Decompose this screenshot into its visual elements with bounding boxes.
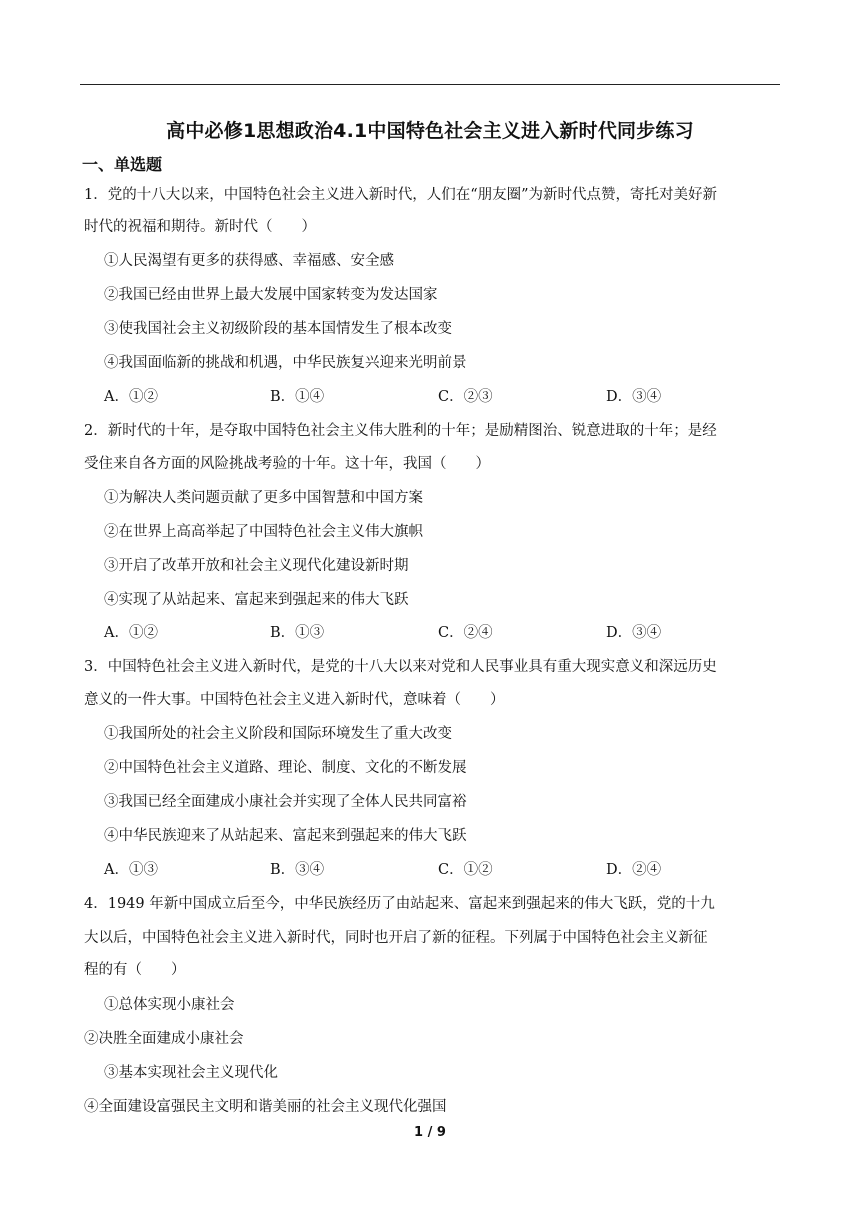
question-2-choice-c[interactable]: C．②④ xyxy=(438,625,493,641)
question-1-stem-line-1: 1．党的十八大以来，中国特色社会主义进入新时代，人们在“朋友圈”为新时代点赞，寄托对美好新 xyxy=(84,187,718,203)
section-heading: 一、单选题 xyxy=(82,155,163,174)
question-3-choice-c[interactable]: C．①② xyxy=(438,862,493,878)
question-3-stem-line-2: 意义的一件大事。中国特色社会主义进入新时代，意味着（ ） xyxy=(84,692,505,708)
question-4-stem-line-1: 4．1949 年新中国成立后至今，中华民族经历了由站起来、富起来到强起来的伟大飞跃，党的十九 xyxy=(84,896,715,912)
question-4-stem-line-2: 大以后，中国特色社会主义进入新时代，同时也开启了新的征程。下列属于中国特色社会主义新征 xyxy=(84,930,708,946)
question-2-stem-line-1: 2．新时代的十年，是夺取中国特色社会主义伟大胜利的十年；是励精图治、锐意进取的十年；是经 xyxy=(84,423,717,439)
question-1-statement-1: ①人民渴望有更多的获得感、幸福感、安全感 xyxy=(104,253,394,269)
question-3-choice-d[interactable]: D．②④ xyxy=(606,862,662,878)
question-2-statement-1: ①为解决人类问题贡献了更多中国智慧和中国方案 xyxy=(104,490,423,506)
question-1-choice-a[interactable]: A．①② xyxy=(104,389,158,405)
question-1-statement-4: ④我国面临新的挑战和机遇，中华民族复兴迎来光明前景 xyxy=(104,355,467,371)
question-1-statement-3: ③使我国社会主义初级阶段的基本国情发生了根本改变 xyxy=(104,321,452,337)
question-3-stem-line-1: 3．中国特色社会主义进入新时代，是党的十八大以来对党和人民事业具有重大现实意义和深远历史 xyxy=(84,659,717,675)
question-1-stem-line-2: 时代的祝福和期待。新时代（ ） xyxy=(84,219,316,235)
question-1-choice-c[interactable]: C．②③ xyxy=(438,389,493,405)
question-1-choice-d[interactable]: D．③④ xyxy=(606,389,662,405)
question-3-choice-a[interactable]: A．①③ xyxy=(104,862,158,878)
question-2-statement-3: ③开启了改革开放和社会主义现代化建设新时期 xyxy=(104,558,409,574)
question-3-statement-3: ③我国已经全面建成小康社会并实现了全体人民共同富裕 xyxy=(104,794,467,810)
question-2-stem-line-2: 受住来自各方面的风险挑战考验的十年。这十年，我国（ ） xyxy=(84,456,490,472)
question-2-statement-4: ④实现了从站起来、富起来到强起来的伟大飞跃 xyxy=(104,592,409,608)
question-2-choice-d[interactable]: D．③④ xyxy=(606,625,662,641)
question-2-choice-a[interactable]: A．①② xyxy=(104,625,158,641)
page-title: 高中必修1思想政治4.1中国特色社会主义进入新时代同步练习 xyxy=(166,120,694,142)
question-4-stem-line-3: 程的有（ ） xyxy=(84,962,186,978)
question-4-statement-1: ①总体实现小康社会 xyxy=(104,997,235,1013)
question-4-statement-3: ③基本实现社会主义现代化 xyxy=(104,1065,278,1081)
question-4-statement-2: ②决胜全面建成小康社会 xyxy=(84,1031,244,1047)
question-3-statement-1: ①我国所处的社会主义阶段和国际环境发生了重大改变 xyxy=(104,726,452,742)
question-1-statement-2: ②我国已经由世界上最大发展中国家转变为发达国家 xyxy=(104,287,438,303)
question-3-choice-b[interactable]: B．③④ xyxy=(270,862,325,878)
page-number: 1 / 9 xyxy=(414,1125,446,1140)
question-3-statement-2: ②中国特色社会主义道路、理论、制度、文化的不断发展 xyxy=(104,760,467,776)
question-3-statement-4: ④中华民族迎来了从站起来、富起来到强起来的伟大飞跃 xyxy=(104,828,467,844)
question-2-choice-b[interactable]: B．①③ xyxy=(270,625,325,641)
question-4-statement-4: ④全面建设富强民主文明和谐美丽的社会主义现代化强国 xyxy=(84,1099,447,1115)
question-2-statement-2: ②在世界上高高举起了中国特色社会主义伟大旗帜 xyxy=(104,524,423,540)
header-rule xyxy=(80,84,780,85)
question-1-choice-b[interactable]: B．①④ xyxy=(270,389,325,405)
